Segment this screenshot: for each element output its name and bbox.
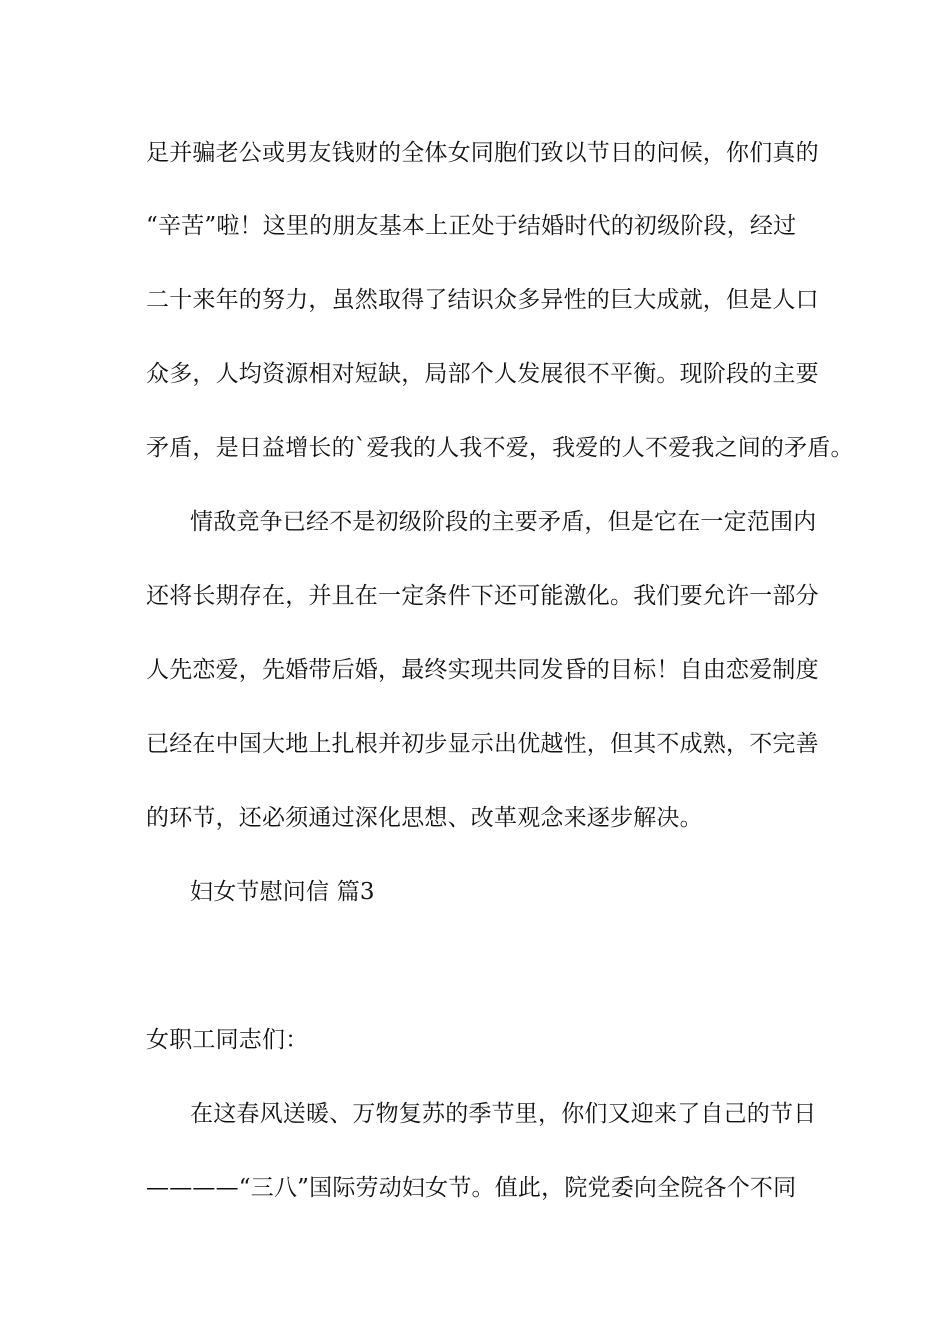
salutation: 女职工同志们： bbox=[146, 1027, 309, 1053]
paragraph1-line: 二十来年的努力，虽然取得了结识众多异性的巨大成就，但是人口 bbox=[146, 287, 819, 313]
paragraph2-line: 的环节，还必须通过深化思想、改革观念来逐步解决。 bbox=[146, 805, 703, 831]
paragraph3-line: ————“三八”国际劳动妇女节。值此，院党委向全院各个不同 bbox=[146, 1175, 797, 1201]
paragraph3-line: 在这春风送暖、万物复苏的季节里，你们又迎来了自己的节日 bbox=[190, 1101, 817, 1127]
paragraph2-line: 已经在中国大地上扎根并初步显示出优越性，但其不成熟，不完善 bbox=[146, 731, 819, 757]
paragraph1-line: “辛苦”啦！这里的朋友基本上正处于结婚时代的初级阶段，经过 bbox=[146, 213, 797, 239]
section-heading: 妇女节慰问信 篇3 bbox=[190, 879, 375, 905]
paragraph1-line: 足并骗老公或男友钱财的全体女同胞们致以节日的问候，你们真的 bbox=[146, 140, 819, 166]
paragraph2-line: 人先恋爱，先婚带后婚，最终实现共同发昏的目标！自由恋爱制度 bbox=[146, 657, 819, 683]
paragraph2-line: 还将长期存在，并且在一定条件下还可能激化。我们要允许一部分 bbox=[146, 583, 819, 609]
paragraph2-line: 情敌竞争已经不是初级阶段的主要矛盾，但是它在一定范围内 bbox=[190, 509, 817, 535]
paragraph1-line: 众多，人均资源相对短缺，局部个人发展很不平衡。现阶段的主要 bbox=[146, 361, 819, 387]
paragraph1-line: 矛盾，是日益增长的`爱我的人我不爱，我爱的人不爱我之间的矛盾。 bbox=[146, 435, 854, 461]
